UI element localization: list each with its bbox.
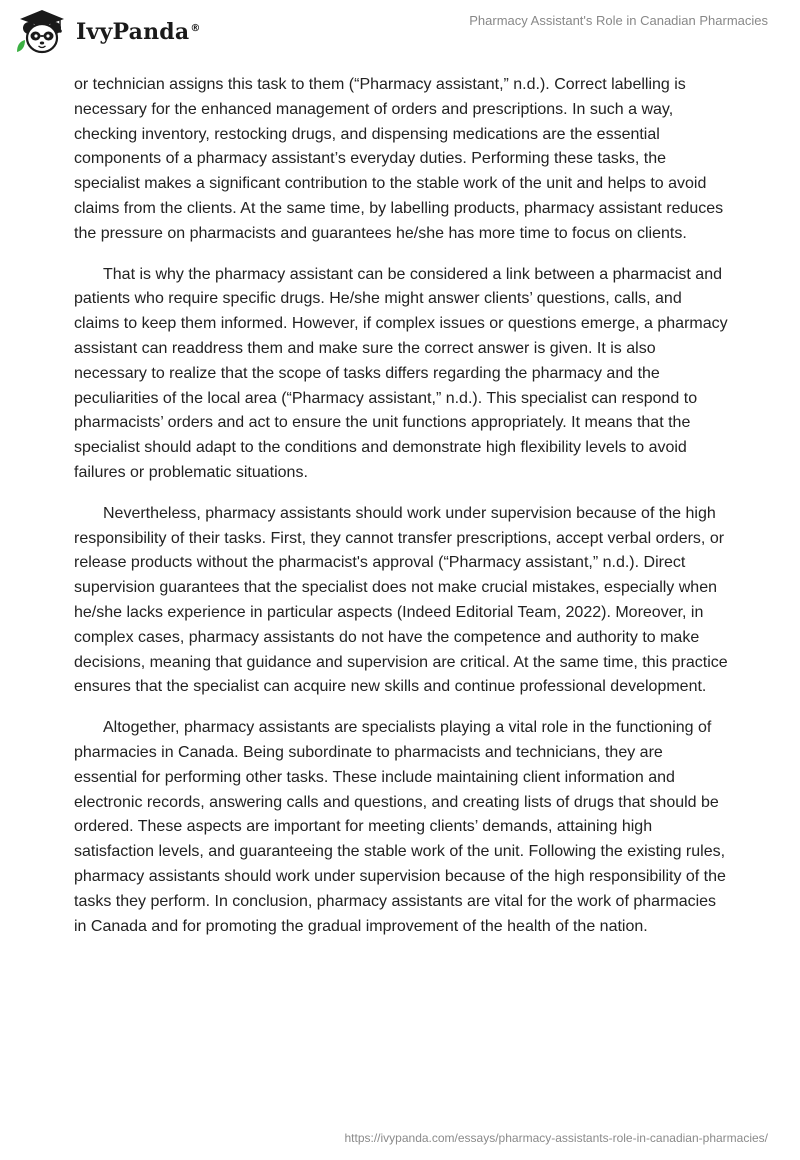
brand-name: IvyPanda® <box>76 19 201 45</box>
paragraph: That is why the pharmacy assistant can be considered a link between a pharmacist and patients who require specific drugs. He/she might answer clients’ questions, calls, and claims to keep them informed. However, if complex issues or questions emerge, a pharmacy assistant can readdress them and make sure the correct answer is given. It is also necessary to realize that the scope of tasks differs regarding the pharmacy and the peculiarities of the local area (“Pharmacy assistant,” n.d.). This specialist can respond to pharmacists’ orders and act to ensure the unit functions appropriately. It means that the specialist should adapt to the conditions and demonstrate high flexibility levels to avoid failures or problematic situations. <box>74 265 728 481</box>
panda-graduate-icon <box>14 8 70 56</box>
source-url[interactable]: https://ivypanda.com/essays/pharmacy-assistants-role-in-canadian-pharmacies/ <box>344 1131 768 1145</box>
ivypanda-logo[interactable] <box>14 8 201 56</box>
paragraph: Altogether, pharmacy assistants are specialists playing a vital role in the functioning of pharmacies in Canada. Being subordinate to pharmacists and technicians, they are essential for performing other tasks. These include maintaining client information and electronic records, answering calls and questions, and creating lists of drugs that should be ordered. These aspects are important for meeting clients’ demands, attaining high satisfaction levels, and guaranteeing the stable work of the unit. Following the existing rules, pharmacy assistants should work under supervision because of the high responsibility of the tasks they perform. In conclusion, pharmacy assistants are vital for the work of pharmacies in Canada and for promoting the gradual improvement of the health of the nation. <box>74 719 726 935</box>
paragraph: Nevertheless, pharmacy assistants should work under supervision because of the high responsibility of their tasks. First, they cannot transfer prescriptions, accept verbal orders, or release products without the pharmacist's approval (“Pharmacy assistant,” n.d.). Direct supervision guarantees that the specialist does not make crucial mistakes, especially when he/she lacks experience in particular aspects (Indeed Editorial Team, 2022). Moreover, in complex cases, pharmacy assistants do not have the competence and authority to make decisions, meaning that guidance and supervision are critical. At the same time, this practice ensures that the specialist can acquire new skills and continue professional development. <box>74 504 728 696</box>
document-title: Pharmacy Assistant's Role in Canadian Pharmacies <box>469 13 768 28</box>
paragraph: or technician assigns this task to them (“Pharmacy assistant,” n.d.). Correct labelling is necessary for the enhanced management of orders and prescriptions. In such a way, checking inventory, restocking drugs, and dispensing medications are the essential components of a pharmacy assistant’s everyday duties. Performing these tasks, the specialist makes a significant contribution to the stable work of the unit and helps to avoid claims from the clients. At the same time, by labelling products, pharmacy assistant reduces the pressure on pharmacists and guarantees he/she has more time to focus on clients. <box>74 76 724 242</box>
registered-mark: ® <box>190 22 201 34</box>
page-header <box>0 0 800 70</box>
essay-body <box>74 73 728 955</box>
